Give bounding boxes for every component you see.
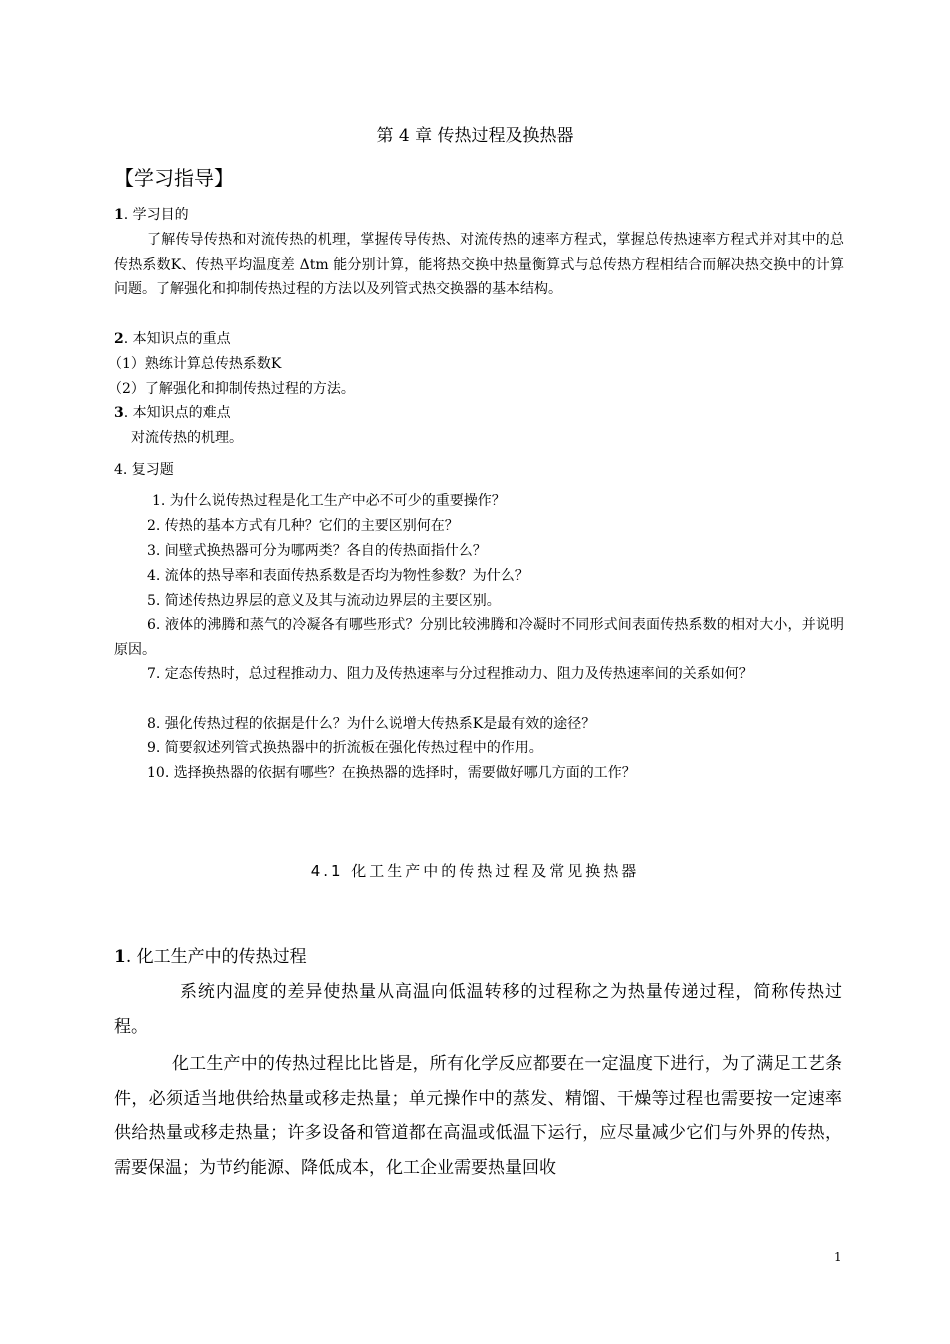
goal-number: 1 — [114, 207, 124, 223]
page-number: 1 — [834, 1250, 842, 1264]
study-guide-heading: 【学习指导】 — [114, 166, 234, 190]
key-point-item: （1）熟练计算总传热系数K — [108, 356, 282, 372]
chapter-title: 第 4 章 传热过程及换热器 — [376, 126, 574, 146]
difficulties-number: 3 — [114, 405, 124, 421]
review-question-1: 1. 为什么说传热过程是化工生产中必不可少的重要操作？ — [152, 493, 506, 509]
goal-heading — [114, 203, 189, 227]
review-heading: 4. 复习题 — [114, 462, 174, 478]
goal-title: . 学习目的 — [123, 207, 189, 223]
review-question-3: 3. 间壁式换热器可分为哪两类？各自的传热面指什么？ — [147, 543, 487, 559]
difficulties-title: . 本知识点的难点 — [123, 405, 231, 421]
difficulties-heading — [114, 401, 231, 425]
subsection-heading — [114, 942, 307, 967]
review-question-4: 4. 流体的热导率和表面传热系数是否均为物性参数？为什么？ — [147, 568, 529, 584]
paragraph-1: 系统内温度的差异使热量从高温向低温转移的过程称之为热量传递过程，简称传热过程。 — [114, 982, 842, 1037]
review-question-7: 7. 定态传热时，总过程推动力、阻力及传热速率与分过程推动力、阻力及传热速率间的关系如何？ — [147, 666, 753, 682]
goal-text: 了解传导传热和对流传热的机理，掌握传导传热、对流传热的速率方程式，掌握总传热速率方程式并对其中的总传热系数K、传热平均温度差 Δtm 能分别计算，能将热交换中热量衡算式与总传热方程相结合而解决热交换中的计算问题。了解强化和抑制传热过程的方法以及列管式热交换器的基本结构。 — [114, 232, 844, 297]
review-question-2: 2. 传热的基本方式有几种？它们的主要区别何在？ — [147, 518, 459, 534]
review-question-10: 10. 选择换热器的依据有哪些？在换热器的选择时，需要做好哪几方面的工作？ — [147, 765, 636, 781]
subsection-title: . 化工生产中的传热过程 — [125, 947, 307, 967]
paragraph-2: 化工生产中的传热过程比比皆是，所有化学反应都要在一定温度下进行，为了满足工艺条件，必须适当地供给热量或移走热量；单元操作中的蒸发、精馏、干燥等过程也需要按一定速率供给热量或移走热量；许多设备和管道都在高温或低温下运行，应尽量减少它们与外界的传热，需要保温；为节约能源、降低成本，化工企业需要热量回收 — [114, 1054, 842, 1178]
difficulties-text: 对流传热的机理。 — [131, 430, 243, 446]
review-question-6: 6. 液体的沸腾和蒸气的冷凝各有哪些形式？分别比较沸腾和冷凝时不同形式间表面传热系数的相对大小，并说明原因。 — [114, 617, 844, 658]
section-title: 4.1 化工生产中的传热过程及常见换热器 — [310, 862, 640, 880]
review-question-5: 5. 简述传热边界层的意义及其与流动边界层的主要区别。 — [147, 593, 501, 609]
review-question-8: 8. 强化传热过程的依据是什么？为什么说增大传热系K是最有效的途径？ — [147, 716, 596, 732]
key-points-heading — [114, 327, 231, 351]
review-question-9: 9. 简要叙述列管式换热器中的折流板在强化传热过程中的作用。 — [147, 740, 543, 756]
key-points-number: 2 — [114, 331, 124, 347]
key-point-item: （2）了解强化和抑制传热过程的方法。 — [108, 381, 355, 397]
subsection-number: 1 — [114, 947, 126, 967]
key-points-title: . 本知识点的重点 — [123, 331, 231, 347]
